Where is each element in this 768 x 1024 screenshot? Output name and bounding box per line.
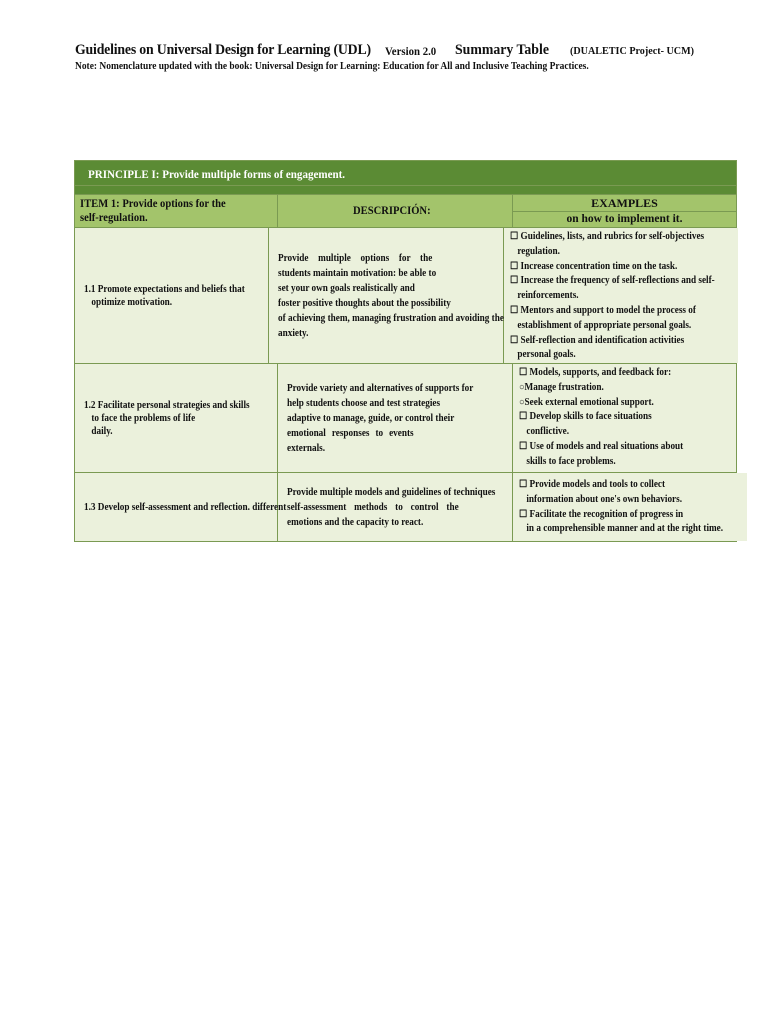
table-header-row	[75, 195, 736, 228]
principle-spacer	[75, 186, 736, 195]
item-header: ITEM 1: Provide options for the self-regulation.	[75, 195, 278, 227]
description-header: DESCRIPCIÓN:	[278, 195, 513, 227]
description-cell: Provide multiple options for the students maintain motivation: be able to set your own goals realistically and foster positive thoughts about the possibility of achieving them, managing frustration and avoiding the anxiety.	[269, 228, 504, 363]
item-cell: 1.1 Promote expectations and beliefs that optimize motivation.	[75, 228, 269, 363]
table-row	[75, 364, 736, 473]
nomenclature-note: Note: Nomenclature updated with the book: Universal Design for Learning: Education for All and Inclusive Teaching Practices.	[75, 61, 589, 72]
examples-subtitle: on how to implement it.	[566, 213, 683, 225]
examples-header	[513, 195, 736, 227]
description-cell: Provide variety and alternatives of supports for help students choose and test strategies adaptive to manage, guide, or control their emotional responses to events externals.	[278, 364, 513, 472]
title-row	[75, 42, 715, 62]
examples-cell: ☐ Models, supports, and feedback for: ○Manage frustration. ○Seek external emotional support. ☐ Develop skills to face situations conflictive. ☐ Use of models and real situations about skills to face problems.	[513, 364, 736, 472]
description-cell: Provide multiple models and guidelines of techniques self-assessment methods to control the emotions and the capacity to react.	[278, 473, 513, 541]
examples-cell: ☐ Provide models and tools to collect information about one's own behaviors. ☐ Facilitate the recognition of progress in in a comprehensible manner and at the right time.	[513, 473, 747, 541]
examples-cell: ☐ Guidelines, lists, and rubrics for self-objectives regulation. ☐ Increase concentration time on the task. ☐ Increase the frequency of self-reflections and self- reinforcements. ☐ Mentors and support to model the process of establishment of appropriate personal goals. ☐ Self-reflection and identification activities personal goals.	[504, 228, 739, 363]
item-cell: 1.2 Facilitate personal strategies and skills to face the problems of life daily.	[75, 364, 278, 472]
summary-label: Summary Table	[455, 42, 549, 58]
table-row	[75, 473, 736, 541]
document-title: Guidelines on Universal Design for Learning (UDL)	[75, 42, 371, 58]
document-header	[75, 42, 715, 72]
version-label: Version 2.0	[385, 44, 437, 58]
principle-heading: PRINCIPLE I: Provide multiple forms of engagement.	[75, 161, 736, 186]
table-row	[75, 228, 736, 364]
summary-table	[74, 160, 737, 542]
item-cell: 1.3 Develop self-assessment and reflection. different	[75, 473, 278, 541]
project-label: (DUALETIC Project- UCM)	[570, 45, 695, 57]
examples-title: EXAMPLES	[513, 195, 736, 212]
